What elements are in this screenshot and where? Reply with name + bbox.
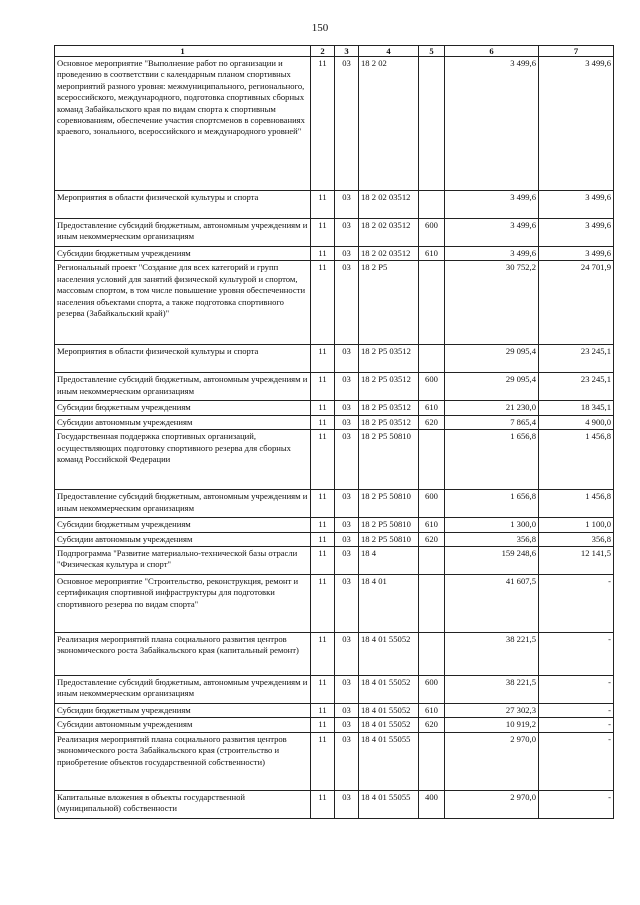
row-subsection: 03: [335, 57, 359, 191]
row-amount-2: -: [539, 704, 614, 718]
row-name: Мероприятия в области физической культуры и спорта: [55, 345, 311, 373]
row-subsection: 03: [335, 261, 359, 345]
row-amount-2: 18 345,1: [539, 401, 614, 415]
row-amount-1: 38 221,5: [445, 676, 539, 704]
row-section: 11: [311, 547, 335, 575]
row-amount-1: 3 499,6: [445, 219, 539, 247]
row-name: Подпрограмма "Развитие материально-технической базы отрасли "Физическая культура и спорт": [55, 547, 311, 575]
table-row: [55, 633, 614, 676]
row-subsection: 03: [335, 633, 359, 676]
row-subsection: 03: [335, 219, 359, 247]
row-amount-1: 1 656,8: [445, 430, 539, 490]
row-expense-type: [419, 575, 445, 633]
table-row: [55, 490, 614, 518]
row-amount-1: 21 230,0: [445, 401, 539, 415]
header-cell: 6: [445, 46, 539, 57]
row-target-code: 18 2 P5 50810: [359, 490, 419, 518]
table-row: [55, 261, 614, 345]
row-target-code: 18 2 02 03512: [359, 191, 419, 219]
row-amount-1: 38 221,5: [445, 633, 539, 676]
row-target-code: 18 2 P5 50810: [359, 518, 419, 532]
row-amount-2: -: [539, 718, 614, 732]
row-target-code: 18 4 01 55055: [359, 790, 419, 818]
row-expense-type: [419, 57, 445, 191]
table-row: [55, 57, 614, 191]
row-subsection: 03: [335, 575, 359, 633]
row-amount-1: 1 656,8: [445, 490, 539, 518]
row-section: 11: [311, 676, 335, 704]
row-amount-1: 159 248,6: [445, 547, 539, 575]
row-expense-type: 610: [419, 518, 445, 532]
row-subsection: 03: [335, 191, 359, 219]
row-expense-type: [419, 633, 445, 676]
header-cell: 2: [311, 46, 335, 57]
row-amount-1: 3 499,6: [445, 57, 539, 191]
row-target-code: 18 4 01: [359, 575, 419, 633]
row-target-code: 18 2 P5 03512: [359, 373, 419, 401]
row-target-code: 18 2 02 03512: [359, 247, 419, 261]
row-section: 11: [311, 191, 335, 219]
row-amount-2: 23 245,1: [539, 345, 614, 373]
row-target-code: 18 2 P5: [359, 261, 419, 345]
row-subsection: 03: [335, 790, 359, 818]
row-amount-1: 3 499,6: [445, 191, 539, 219]
row-amount-1: 3 499,6: [445, 247, 539, 261]
row-amount-1: 356,8: [445, 532, 539, 546]
row-amount-1: 29 095,4: [445, 345, 539, 373]
row-amount-2: -: [539, 732, 614, 790]
row-subsection: 03: [335, 518, 359, 532]
row-name: Субсидии бюджетным учреждениям: [55, 401, 311, 415]
row-expense-type: 620: [419, 718, 445, 732]
row-amount-1: 1 300,0: [445, 518, 539, 532]
row-name: Субсидии бюджетным учреждениям: [55, 704, 311, 718]
row-section: 11: [311, 261, 335, 345]
row-amount-2: 3 499,6: [539, 219, 614, 247]
row-amount-1: 41 607,5: [445, 575, 539, 633]
row-target-code: 18 4 01 55052: [359, 718, 419, 732]
row-expense-type: 620: [419, 532, 445, 546]
row-amount-2: 3 499,6: [539, 57, 614, 191]
row-subsection: 03: [335, 532, 359, 546]
row-amount-2: 356,8: [539, 532, 614, 546]
budget-table: [54, 45, 614, 819]
row-section: 11: [311, 718, 335, 732]
row-name: Субсидии автономным учреждениям: [55, 415, 311, 429]
row-expense-type: 600: [419, 373, 445, 401]
row-name: Реализация мероприятий плана социального развития центров экономического роста Забайкальского края (строительство и приобретение объектов государственной собственности): [55, 732, 311, 790]
row-name: Капитальные вложения в объекты государственной (муниципальной) собственности: [55, 790, 311, 818]
row-name: Субсидии бюджетным учреждениям: [55, 247, 311, 261]
table-row: [55, 547, 614, 575]
row-section: 11: [311, 633, 335, 676]
table-row: [55, 219, 614, 247]
header-cell: 5: [419, 46, 445, 57]
row-amount-2: 12 141,5: [539, 547, 614, 575]
table-row: [55, 532, 614, 546]
row-section: 11: [311, 790, 335, 818]
row-subsection: 03: [335, 490, 359, 518]
row-expense-type: 610: [419, 704, 445, 718]
row-expense-type: [419, 547, 445, 575]
row-subsection: 03: [335, 704, 359, 718]
row-amount-2: -: [539, 633, 614, 676]
row-amount-2: -: [539, 575, 614, 633]
table-row: [55, 247, 614, 261]
table-row: [55, 345, 614, 373]
row-amount-1: 30 752,2: [445, 261, 539, 345]
row-subsection: 03: [335, 732, 359, 790]
row-section: 11: [311, 415, 335, 429]
row-expense-type: [419, 430, 445, 490]
row-name: Предоставление субсидий бюджетным, автономным учреждениям и иным некоммерческим организациям: [55, 676, 311, 704]
row-name: Мероприятия в области физической культуры и спорта: [55, 191, 311, 219]
row-amount-1: 10 919,2: [445, 718, 539, 732]
header-cell: 4: [359, 46, 419, 57]
row-section: 11: [311, 345, 335, 373]
row-amount-1: 2 970,0: [445, 790, 539, 818]
row-name: Предоставление субсидий бюджетным, автономным учреждениям и иным некоммерческим организациям: [55, 373, 311, 401]
table-row: [55, 704, 614, 718]
row-expense-type: 620: [419, 415, 445, 429]
row-subsection: 03: [335, 676, 359, 704]
row-section: 11: [311, 732, 335, 790]
row-name: Предоставление субсидий бюджетным, автономным учреждениям и иным некоммерческим организациям: [55, 490, 311, 518]
row-subsection: 03: [335, 430, 359, 490]
row-section: 11: [311, 247, 335, 261]
row-target-code: 18 2 P5 03512: [359, 345, 419, 373]
row-target-code: 18 4 01 55052: [359, 704, 419, 718]
row-amount-2: 3 499,6: [539, 247, 614, 261]
row-section: 11: [311, 490, 335, 518]
table-row: [55, 718, 614, 732]
row-expense-type: [419, 345, 445, 373]
row-section: 11: [311, 57, 335, 191]
row-section: 11: [311, 704, 335, 718]
table-row: [55, 732, 614, 790]
row-amount-2: 23 245,1: [539, 373, 614, 401]
row-name: Предоставление субсидий бюджетным, автономным учреждениям и иным некоммерческим организациям: [55, 219, 311, 247]
table-row: [55, 676, 614, 704]
row-amount-2: 1 456,8: [539, 490, 614, 518]
row-target-code: 18 4 01 55052: [359, 676, 419, 704]
row-subsection: 03: [335, 373, 359, 401]
table-row: [55, 415, 614, 429]
row-subsection: 03: [335, 345, 359, 373]
row-subsection: 03: [335, 718, 359, 732]
table-row: [55, 430, 614, 490]
row-expense-type: 600: [419, 676, 445, 704]
row-amount-2: -: [539, 676, 614, 704]
header-cell: 1: [55, 46, 311, 57]
row-amount-1: 29 095,4: [445, 373, 539, 401]
row-amount-2: 1 100,0: [539, 518, 614, 532]
row-amount-1: 27 302,3: [445, 704, 539, 718]
row-amount-2: 1 456,8: [539, 430, 614, 490]
row-name: Реализация мероприятий плана социального развития центров экономического роста Забайкальского края (капитальный ремонт): [55, 633, 311, 676]
row-name: Субсидии автономным учреждениям: [55, 532, 311, 546]
row-target-code: 18 2 P5 03512: [359, 401, 419, 415]
row-subsection: 03: [335, 415, 359, 429]
row-section: 11: [311, 532, 335, 546]
row-target-code: 18 2 02: [359, 57, 419, 191]
row-section: 11: [311, 575, 335, 633]
row-name: Субсидии автономным учреждениям: [55, 718, 311, 732]
row-name: Региональный проект "Создание для всех категорий и групп населения условий для занятий физической культурой и спортом, массовым спортом, в том числе повышение уровня обеспеченности населения объектами спорта, а также подготовка спортивного резерва (Забайкальский край)": [55, 261, 311, 345]
row-target-code: 18 4 01 55055: [359, 732, 419, 790]
table-row: [55, 790, 614, 818]
row-target-code: 18 4 01 55052: [359, 633, 419, 676]
row-name: Государственная поддержка спортивных организаций, осуществляющих подготовку спортивного резерва для сборных команд Российской Федерации: [55, 430, 311, 490]
row-name: Основное мероприятие "Строительство, реконструкция, ремонт и сертификация спортивной инфраструктуры для подготовки спортивного резерва по видам спорта": [55, 575, 311, 633]
row-amount-2: 24 701,9: [539, 261, 614, 345]
row-target-code: 18 4: [359, 547, 419, 575]
row-expense-type: [419, 732, 445, 790]
row-expense-type: 610: [419, 247, 445, 261]
row-subsection: 03: [335, 247, 359, 261]
row-expense-type: [419, 261, 445, 345]
row-section: 11: [311, 219, 335, 247]
row-expense-type: [419, 191, 445, 219]
header-cell: 3: [335, 46, 359, 57]
row-amount-1: 7 865,4: [445, 415, 539, 429]
header-row: [55, 46, 614, 57]
table-row: [55, 518, 614, 532]
row-name: Основное мероприятие "Выполнение работ по организации и проведению в соответствии с календарным планом спортивных мероприятий разного уровня: межмуниципального, регионального, всероссийского, международного, подготовка спортивных сборных команд Забайкальского края по видам спорта к спортивным соревнованиям, обеспечение участия спортсменов в соревнованиях краевого, зонального, всероссийского и международного уровней": [55, 57, 311, 191]
table-row: [55, 191, 614, 219]
row-subsection: 03: [335, 547, 359, 575]
row-section: 11: [311, 373, 335, 401]
table-row: [55, 373, 614, 401]
page-number: 150: [311, 22, 329, 34]
row-expense-type: 600: [419, 219, 445, 247]
row-amount-2: -: [539, 790, 614, 818]
row-amount-2: 3 499,6: [539, 191, 614, 219]
row-target-code: 18 2 P5 03512: [359, 415, 419, 429]
row-amount-1: 2 970,0: [445, 732, 539, 790]
row-expense-type: 400: [419, 790, 445, 818]
row-amount-2: 4 900,0: [539, 415, 614, 429]
table-row: [55, 401, 614, 415]
row-target-code: 18 2 P5 50810: [359, 430, 419, 490]
row-expense-type: 600: [419, 490, 445, 518]
header-cell: 7: [539, 46, 614, 57]
row-section: 11: [311, 430, 335, 490]
row-target-code: 18 2 P5 50810: [359, 532, 419, 546]
row-section: 11: [311, 518, 335, 532]
row-target-code: 18 2 02 03512: [359, 219, 419, 247]
row-expense-type: 610: [419, 401, 445, 415]
table-row: [55, 575, 614, 633]
row-section: 11: [311, 401, 335, 415]
row-name: Субсидии бюджетным учреждениям: [55, 518, 311, 532]
row-subsection: 03: [335, 401, 359, 415]
